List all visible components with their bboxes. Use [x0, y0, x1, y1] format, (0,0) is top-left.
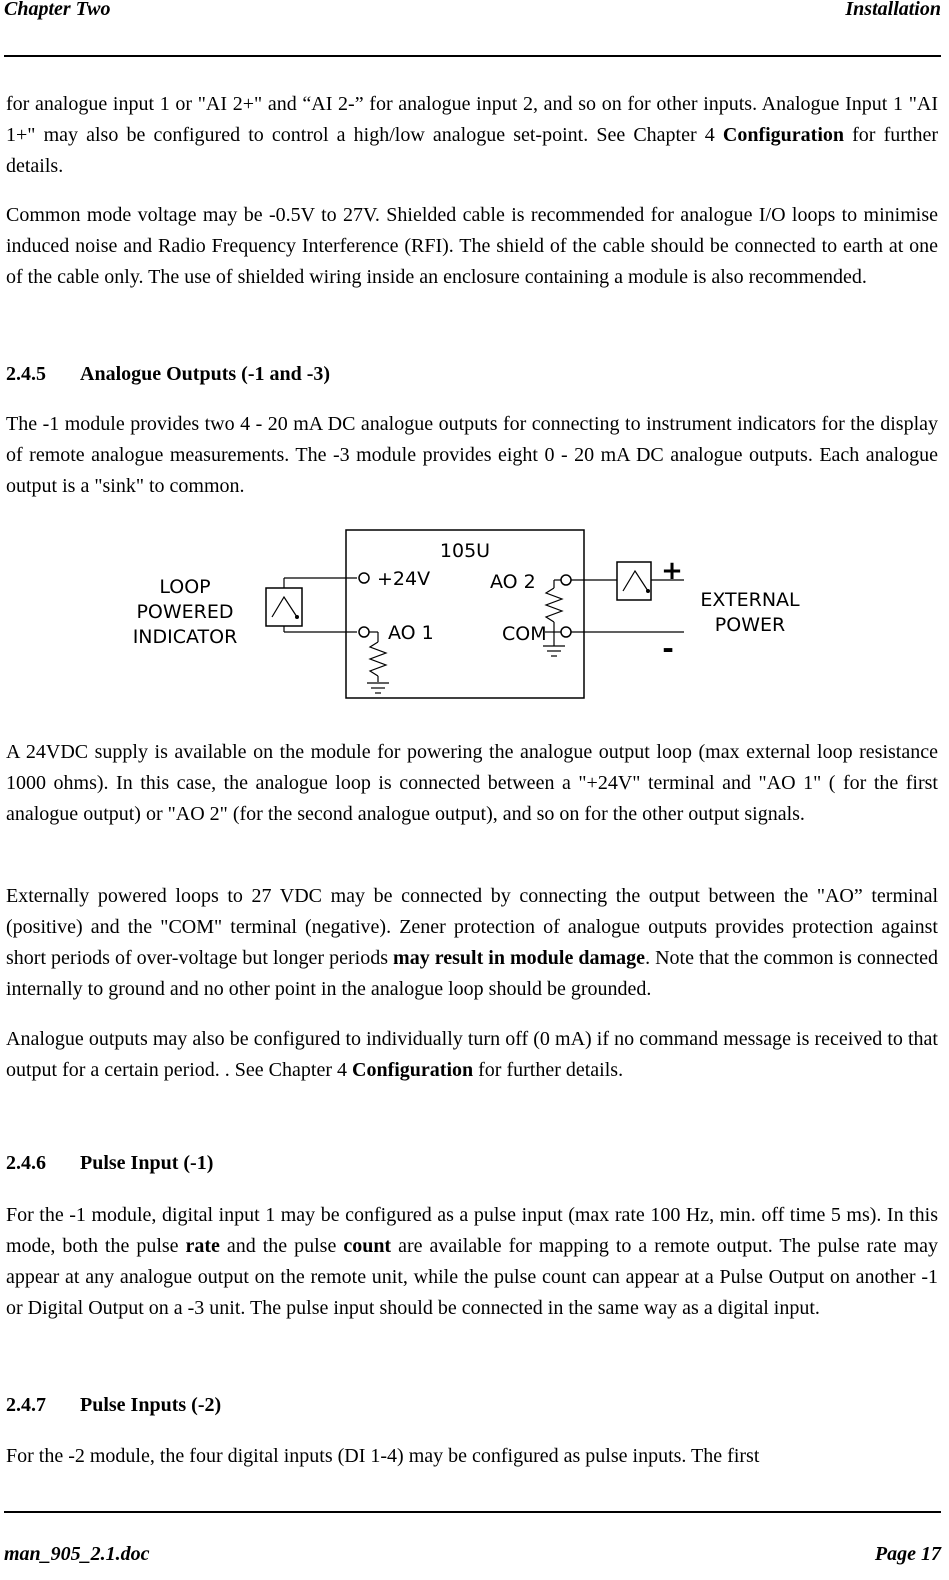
terminal-com [561, 627, 571, 637]
section-2-4-6-heading [6, 1148, 938, 1179]
p7-text: For the -1 module, digital input 1 may be configured as a pulse input (max rate 100 Hz, min. off time 5 ms). In this mode, both the pulse [6, 1204, 938, 1257]
p6-text-end: for further details. [473, 1059, 624, 1081]
header-chapter: Chapter Two [4, 0, 111, 20]
plus-sign: + [661, 556, 683, 586]
ao1-resistor [370, 642, 386, 676]
indicator-label-3: INDICATOR [132, 626, 238, 648]
p6-bold: Configuration [352, 1059, 474, 1081]
page-footer [4, 1543, 941, 1569]
section-title: Pulse Input (-1) [80, 1152, 214, 1174]
p7-bold-rate: rate [185, 1235, 220, 1257]
p3-text: The -1 module provides two 4 - 20 mA DC analogue outputs for connecting to instrument indicators for the display of remote analogue measurements. The -3 module provides eight 0 - 20 mA DC analogue outputs. Each analogue output is a "sink" to common. [6, 413, 938, 497]
p7-text-mid: and the pulse [219, 1235, 344, 1257]
wiring-diagram [0, 520, 949, 710]
section-2-4-7-heading [6, 1390, 938, 1421]
terminal-ao1 [359, 627, 369, 637]
right-indicator-icon [617, 562, 651, 600]
p5-text-end: . Note that the common is connected internally to ground and no other point in the analogue loop should be grounded. [6, 947, 939, 1000]
footer-rule [4, 1511, 941, 1513]
footer-page-number: Page 17 [874, 1543, 941, 1565]
paragraph-common-mode [6, 200, 938, 293]
header-section: Installation [845, 0, 941, 20]
terminal-label-ao2: AO 2 [490, 571, 536, 593]
section-number: 2.4.5 [6, 363, 46, 385]
external-power-label-2: POWER [714, 614, 786, 636]
p6-text: Analogue outputs may also be configured to individually turn off (0 mA) if no command message is received to that output for a certain period. . See Chapter 4 [6, 1028, 938, 1081]
p2-text: Common mode voltage may be -0.5V to 27V. Shielded cable is recommended for analogue I/O loops to minimise induced noise and Radio Frequency Interference (RFI). The shield of the cable should be connected to earth at one of the cable only. The use of shielded wiring inside an enclosure containing a module is also recommended. [6, 204, 938, 288]
paragraph-ai-config [6, 89, 938, 182]
terminal-plus24v [359, 573, 369, 583]
page-header [4, 0, 941, 24]
ao2-resistor [546, 588, 562, 622]
p1-bold: Configuration [722, 124, 845, 146]
paragraph-external-loops [6, 881, 938, 1005]
terminal-ao2 [561, 575, 571, 585]
p7-text-end: are available for mapping to a remote output. The pulse rate may appear at any analogue output on the remote unit, while the pulse count can appear at a Pulse Output on another -1 or Digital Output on a -3 unit. The pulse input should be connected in the same way as a digital input. [6, 1235, 938, 1319]
section-number: 2.4.7 [6, 1394, 46, 1416]
section-title: Analogue Outputs (-1 and -3) [80, 363, 331, 385]
p1-text: for analogue input 1 or "AI 2+" and “AI 2-” for analogue input 2, and so on for other inputs. Analogue Input 1 "AI 1+" may also be configured to control a high/low analogue set-point. See Chapter 4 [6, 93, 938, 146]
minus-sign: - [662, 632, 674, 665]
paragraph-pulse-inputs-2 [6, 1441, 938, 1472]
section-2-4-5-heading [6, 359, 938, 390]
section-number: 2.4.6 [6, 1152, 46, 1174]
terminal-label-plus24v: +24V [377, 568, 431, 590]
footer-filename: man_905_2.1.doc [4, 1543, 150, 1565]
terminal-label-com: COM [502, 623, 547, 645]
paragraph-pulse-input [6, 1200, 938, 1324]
module-label: 105U [439, 540, 491, 562]
p5-warning: may result in module damage [393, 947, 646, 969]
indicator-label-1: LOOP [159, 576, 211, 598]
paragraph-analogue-outputs [6, 409, 938, 502]
p5-text: Externally powered loops to 27 VDC may be connected by connecting the output between the "AO” terminal (positive) and the "COM" terminal (negative). Zener protection of analogue outputs provides protection against short periods of over-voltage but longer periods [6, 885, 938, 969]
p7-bold-count: count [343, 1235, 392, 1257]
p1-text-end: for further details. [6, 124, 938, 177]
terminal-label-ao1: AO 1 [388, 622, 434, 644]
external-power-label-1: EXTERNAL [700, 589, 800, 611]
paragraph-24vdc-supply [6, 737, 938, 830]
p8-text: For the -2 module, the four digital inputs (DI 1-4) may be configured as pulse inputs. The first [6, 1445, 760, 1467]
section-title: Pulse Inputs (-2) [80, 1394, 222, 1416]
p4-text: A 24VDC supply is available on the module for powering the analogue output loop (max external loop resistance 1000 ohms). In this case, the analogue loop is connected between a "+24V" terminal and "AO 1" ( for the first analogue output) or "AO 2" (for the second analogue output), and so on for the other output signals. [6, 741, 938, 825]
header-rule [4, 55, 941, 57]
left-indicator-icon [266, 588, 302, 626]
indicator-label-2: POWERED [136, 601, 234, 623]
paragraph-output-timeout [6, 1024, 938, 1086]
